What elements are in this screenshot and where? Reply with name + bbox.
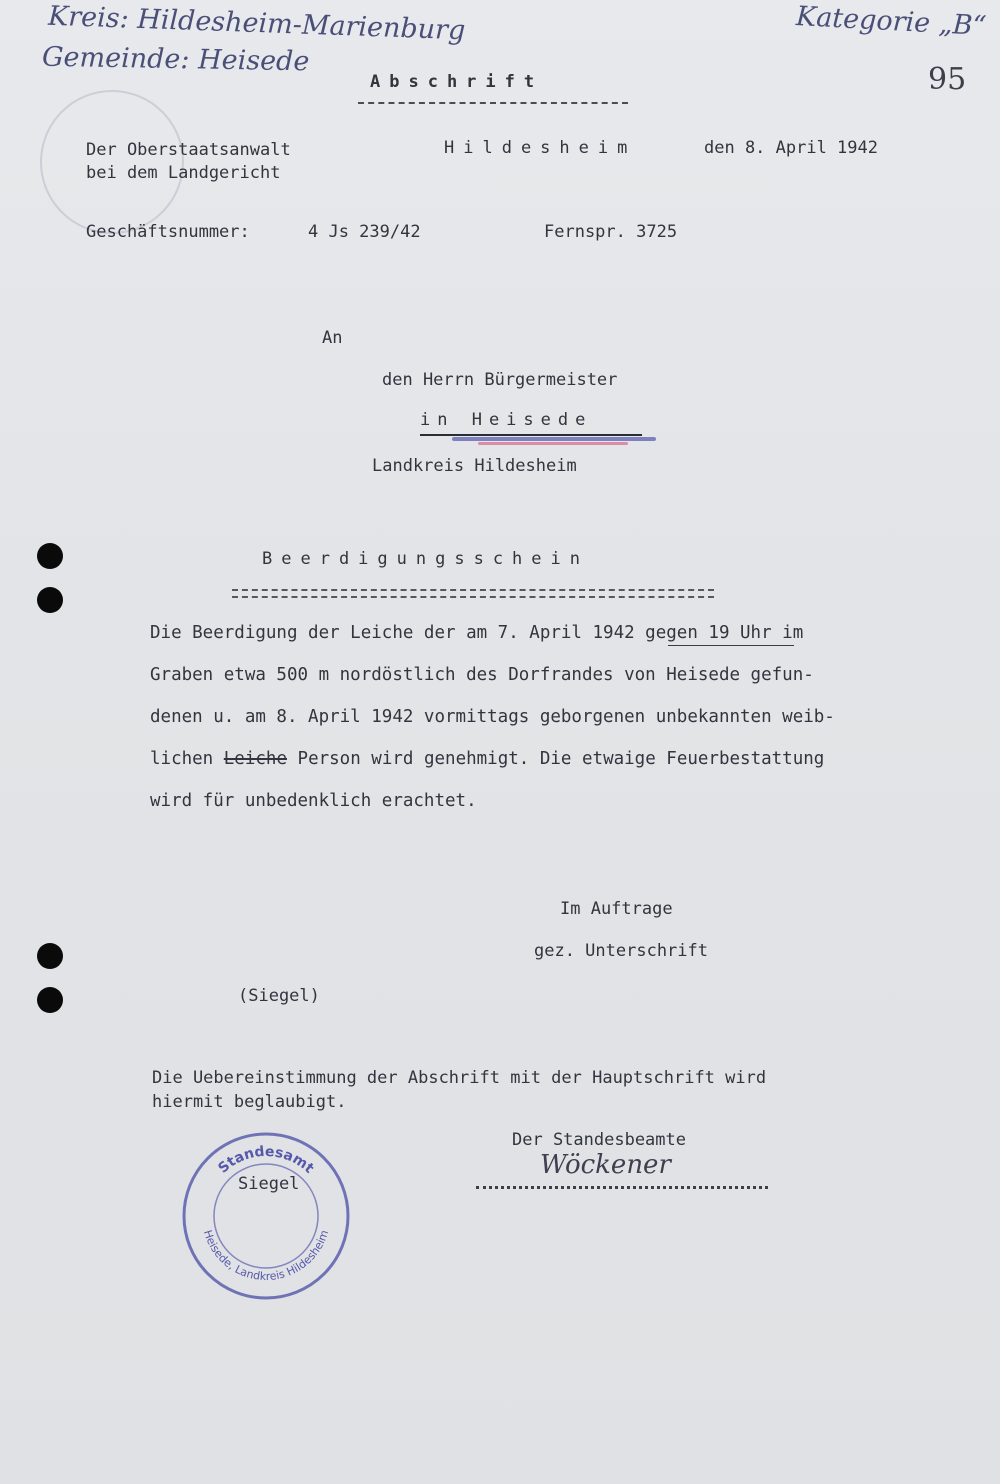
handwritten-category: Kategorie „B“: [795, 1, 988, 42]
signoff-line-1: Im Auftrage: [560, 899, 673, 919]
phone-number: Fernspr. 3725: [544, 222, 678, 242]
line-4-start: lichen: [150, 749, 214, 769]
handwritten-district: Kreis: Hildesheim-Marienburg: [47, 0, 466, 47]
address-place-underline-black: [420, 434, 642, 436]
signoff-line-2: gez. Unterschrift: [534, 941, 708, 961]
stamp-graphic: [180, 1130, 352, 1302]
stamp-label: Siegel: [238, 1174, 300, 1194]
certificate-line-1: Die Beerdigung der Leiche der am 7. April 1942 gegen 19 Uhr im: [150, 623, 804, 643]
header-place: Hildesheim: [444, 138, 637, 158]
title-underline: [358, 102, 628, 104]
punch-hole: [37, 987, 63, 1013]
address-place-underline-blue: [452, 437, 656, 441]
faint-archive-stamp: [40, 90, 184, 234]
stamp-ring-bottom: Heisede, Landkreis Hildesheim: [200, 1228, 332, 1284]
address-place-underline-red: [478, 442, 628, 445]
doc-type-title: Abschrift: [370, 72, 544, 92]
sender-line-1: Der Oberstaatsanwalt: [86, 140, 291, 160]
file-number: 4 Js 239/42: [308, 222, 421, 242]
official-stamp: [180, 1130, 352, 1302]
struck-word: Leiche: [223, 749, 287, 769]
address-place: in Heisede: [420, 410, 593, 430]
line-4-end: Person wird genehmigt. Die etwaige Feuerbestattung: [297, 749, 825, 769]
address-to: An: [322, 328, 343, 348]
handwritten-municipality: Gemeinde: Heisede: [41, 41, 310, 78]
certificate-line-5: wird für unbedenklich erachtet.: [150, 791, 477, 811]
sender-line-2: bei dem Landgericht: [86, 163, 281, 183]
address-district: Landkreis Hildesheim: [372, 456, 577, 476]
address-recipient: den Herrn Bürgermeister: [382, 370, 618, 390]
punch-hole: [37, 543, 63, 569]
certification-line-1: Die Uebereinstimmung der Abschrift mit der Hauptschrift wird: [152, 1068, 767, 1088]
certificate-line-3: denen u. am 8. April 1942 vormittags geborgenen unbekannten weib-: [150, 707, 835, 727]
punch-hole: [37, 587, 63, 613]
certificate-title-underline: [232, 589, 714, 598]
header-date: den 8. April 1942: [704, 138, 878, 158]
page-number: 95: [928, 62, 967, 97]
certificate-title: Beerdigungsschein: [262, 549, 589, 569]
punch-hole: [37, 943, 63, 969]
file-number-label: Geschäftsnummer:: [86, 222, 250, 242]
certificate-line-2: Graben etwa 500 m nordöstlich des Dorfrandes von Heisede gefun-: [150, 665, 814, 685]
handwritten-signature: Wöckener: [540, 1150, 671, 1180]
stamp-ring-top: Standesamt: [215, 1143, 317, 1177]
seal-note: (Siegel): [238, 986, 320, 1006]
certification-line-2: hiermit beglaubigt.: [152, 1092, 347, 1112]
certificate-line-4: [150, 749, 824, 769]
official-title: Der Standesbeamte: [512, 1130, 686, 1150]
date-underline: [668, 645, 794, 646]
signature-dotted-line: [476, 1186, 768, 1189]
